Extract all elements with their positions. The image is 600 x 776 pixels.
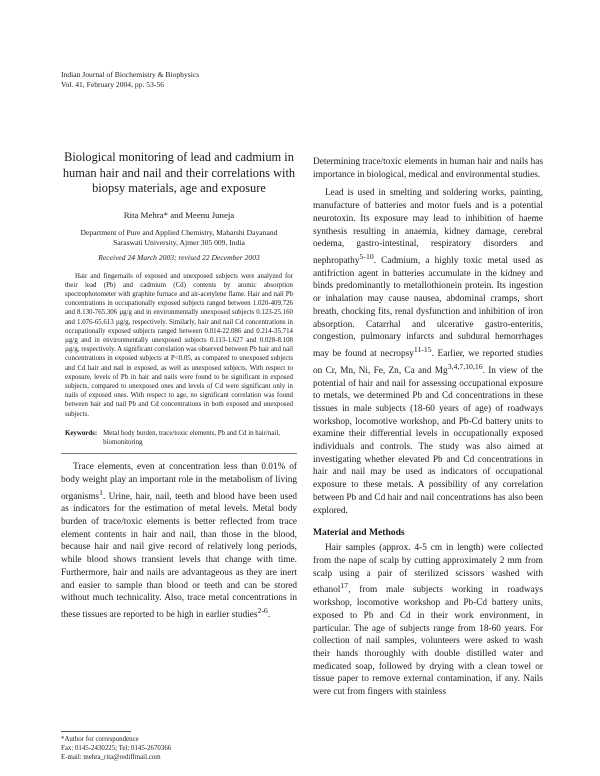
keywords [65,429,293,447]
article-title: Biological monitoring of lead and cadmium in human hair and nail and their correlations with biopsy materials, age and exposure [62,150,296,195]
left-column [61,150,297,622]
right-paragraph-1: Determining trace/toxic elements in human hair and nails has importance in biological, medical and environmental studies. [313,157,543,180]
journal-volume: Vol. 41, February 2004, pp. 53-56 [61,80,165,89]
affiliation: Department of Pure and Applied Chemistry, Maharshi Dayanand Saraswati University, Ajmer 305 009, India [80,227,278,247]
received-dates: Received 24 March 2003; revised 22 December 2003 [98,252,260,262]
footnote-rule [61,731,131,732]
intro-paragraph: Trace elements, even at concentration less than 0.01% of body weight play an important role in the metabolism of living organisms$^1$. Urine, hair, nail, teeth and blood have been used as indicators for the estimation of metal levels. Metal body burden of trace/toxic elements is better reflected from trace element contents in hair and nail, than those in the blood, because hair and nail give record of relatively long periods, while blood shows transient levels that change with time. Furthermore, hair and nails are advantageous as they are inert and easier to sample than blood or teeth and can be stored without much technicality. Also, trace metal concentrations in these tissues are reported to be high in earlier studies$^{2-6}$. [61,462,297,621]
abstract: Hair and fingernails of exposed and unexposed subjects were analyzed for their lead (Pb) and cadmium (Cd) contents by atomic absorption spectrophotometer with graphite furnace and air-acetylene flame. Hair and nail Pb concentrations in occupationally exposed subjects ranged between 1.020-409.726 and 8.130-765.306 µg/g and in environmentally unexposed subjects 0.123-25.160 and 1.076-65.613 µg/g, respectively. Similarly, hair and nail Cd concentrations in occupationally exposed subjects ranged between 0.014-22.086 and 0.214-35.714 µg/g and in environmentally unexposed subjects 0.113-1.627 and 0.028-8.108 µg/g, respectively. A significant correlation was observed between Pb hair and nail concentrations in exposed subjects at P<0.05, as compared to unexposed subjects and Cd hair and nail in exposed, as well as unexposed subjects. With respect to exposure, levels of Pb in hair and nails were found to be significant in exposed subjects, compared to unexposed ones and levels of Cd were significant only in nails of exposed ones. With respect to age, no significant correlation was found between hair and nail Pb and Cd concentrations in both exposed and unexposed subjects. [65,272,293,418]
footnote-email[interactable]: E-mail: mehra_rita@rediffmail.com [61,754,161,761]
footnote-correspondence: *Author for correspondence [61,736,139,743]
methods-paragraph: Hair samples (approx. 4-5 cm in length) were collected from the nape of scalp by cutting approximately 2 mm from scalp using a pair of sterilized scissors washed with ethanol$^{17}$, from male subjects working in roadways workshop, locomotive workshop and Pb-Cd battery units, exposed to Pb and Cd in their work environment, in particular. The age of subjects range from 18-60 years. For collection of nail samples, volunteers were asked to wash their hands thoroughly with double distilled water and medicated soap, followed by drying with a clean towel or tissue paper to remove external contamination, if any. Nails were cut from fingers with stainless [313,543,543,698]
footnote [61,731,297,762]
right-paragraph-2: Lead is used in smelting and soldering works, painting, manufacture of batteries and motor fuels and is a potential neurotoxin. Its exposure may lead to inhibition of haeme synthesis resulting in anaemia, kidney damage, cerebral oedema, gastro-intestinal, respiratory disorders and nephropathy$^{5-10}$. Cadmium, a highly toxic metal used as antifriction agent in batteries accumulate in the kidney and binds predominantly to metallothionein protein. Its ingestion or inhalation may cause nausea, abdominal cramps, short breath, chocking fits, renal dysfunction and inhibition of iron absorption. Catarrhal and ulcerative gastro-enteritis, congestion, pulmonary infarcts and subdural hemorrhages may be found at necropsy$^{11-15}$. Earlier, we reported studies on Cr, Mn, Ni, Fe, Zn, Ca and Mg$^{3,4,7,10,16}$. In view of the potential of hair and nail for assessing occupational exposure to metals, we determined Pb and Cd concentrations in these tissues in male subjects (18-60 years of age) of roadways workshop, locomotive workshop, and Pb-Cd battery units to examine their differential levels in occupationally exposed individuals and controls. The study was also aimed at investigating whether elevated Pb and Cd concentrations in hair and nail may be used as indicators of occupational exposure to these metals. A possibility of any correlation between Pb and Cd hair and nail concentrations has also been explored. [313,188,543,516]
abstract-divider [61,453,297,454]
footnote-phone: Fax: 0145-2430225; Tel: 0145-2670366 [61,745,172,752]
journal-header [61,70,199,90]
keywords-label: Keywords: [65,429,98,437]
journal-name: Indian Journal of Biochemistry & Biophysics [61,70,200,79]
right-column [313,156,543,699]
keywords-text: Metal body burden, trace/toxic elements, Pb and Cd in hair/nail, biomonitoring [103,429,280,446]
section-heading-methods: Material and Methods [313,527,405,539]
authors: Rita Mehra* and Meenu Juneja [123,209,235,220]
